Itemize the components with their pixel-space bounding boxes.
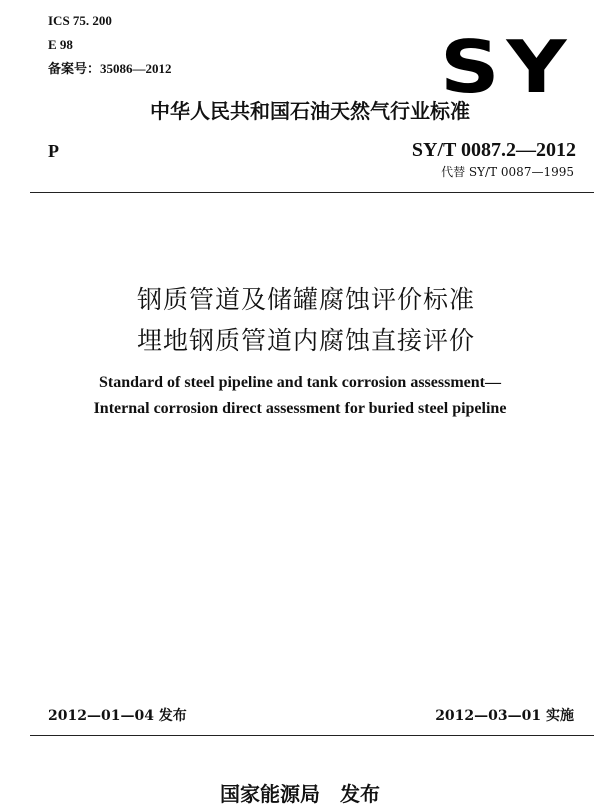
replaces-note: 代替 SY/T 0087—1995 — [441, 165, 574, 179]
title-en-line-2: Internal corrosion direct assessment for buried steel pipeline — [93, 400, 507, 417]
title-cn-line-1: 钢质管道及储罐腐蚀评价标准 — [136, 285, 475, 314]
sy-logo: SY — [440, 25, 574, 109]
ics-code: ICS 75. 200 — [48, 13, 112, 28]
issue-date: 2012—01—04 发布 — [48, 708, 187, 724]
footer-divider — [30, 735, 594, 736]
issuing-authority: 国家能源局 发布 — [220, 782, 380, 806]
title-cn-line-2: 埋地钢质管道内腐蚀直接评价 — [136, 326, 475, 355]
record-number: 备案号：35086—2012 — [48, 61, 172, 76]
ccs-code: E 98 — [48, 37, 73, 52]
header-divider — [30, 192, 594, 193]
standard-number: SY/T 0087.2—2012 — [411, 139, 576, 161]
title-en-line-1: Standard of steel pipeline and tank corrosion assessment— — [99, 374, 501, 391]
industry-standard-heading: 中华人民共和国石油天然气行业标准 — [150, 99, 470, 123]
category-code: P — [48, 141, 59, 161]
implementation-date: 2012—03—01 实施 — [435, 708, 574, 724]
